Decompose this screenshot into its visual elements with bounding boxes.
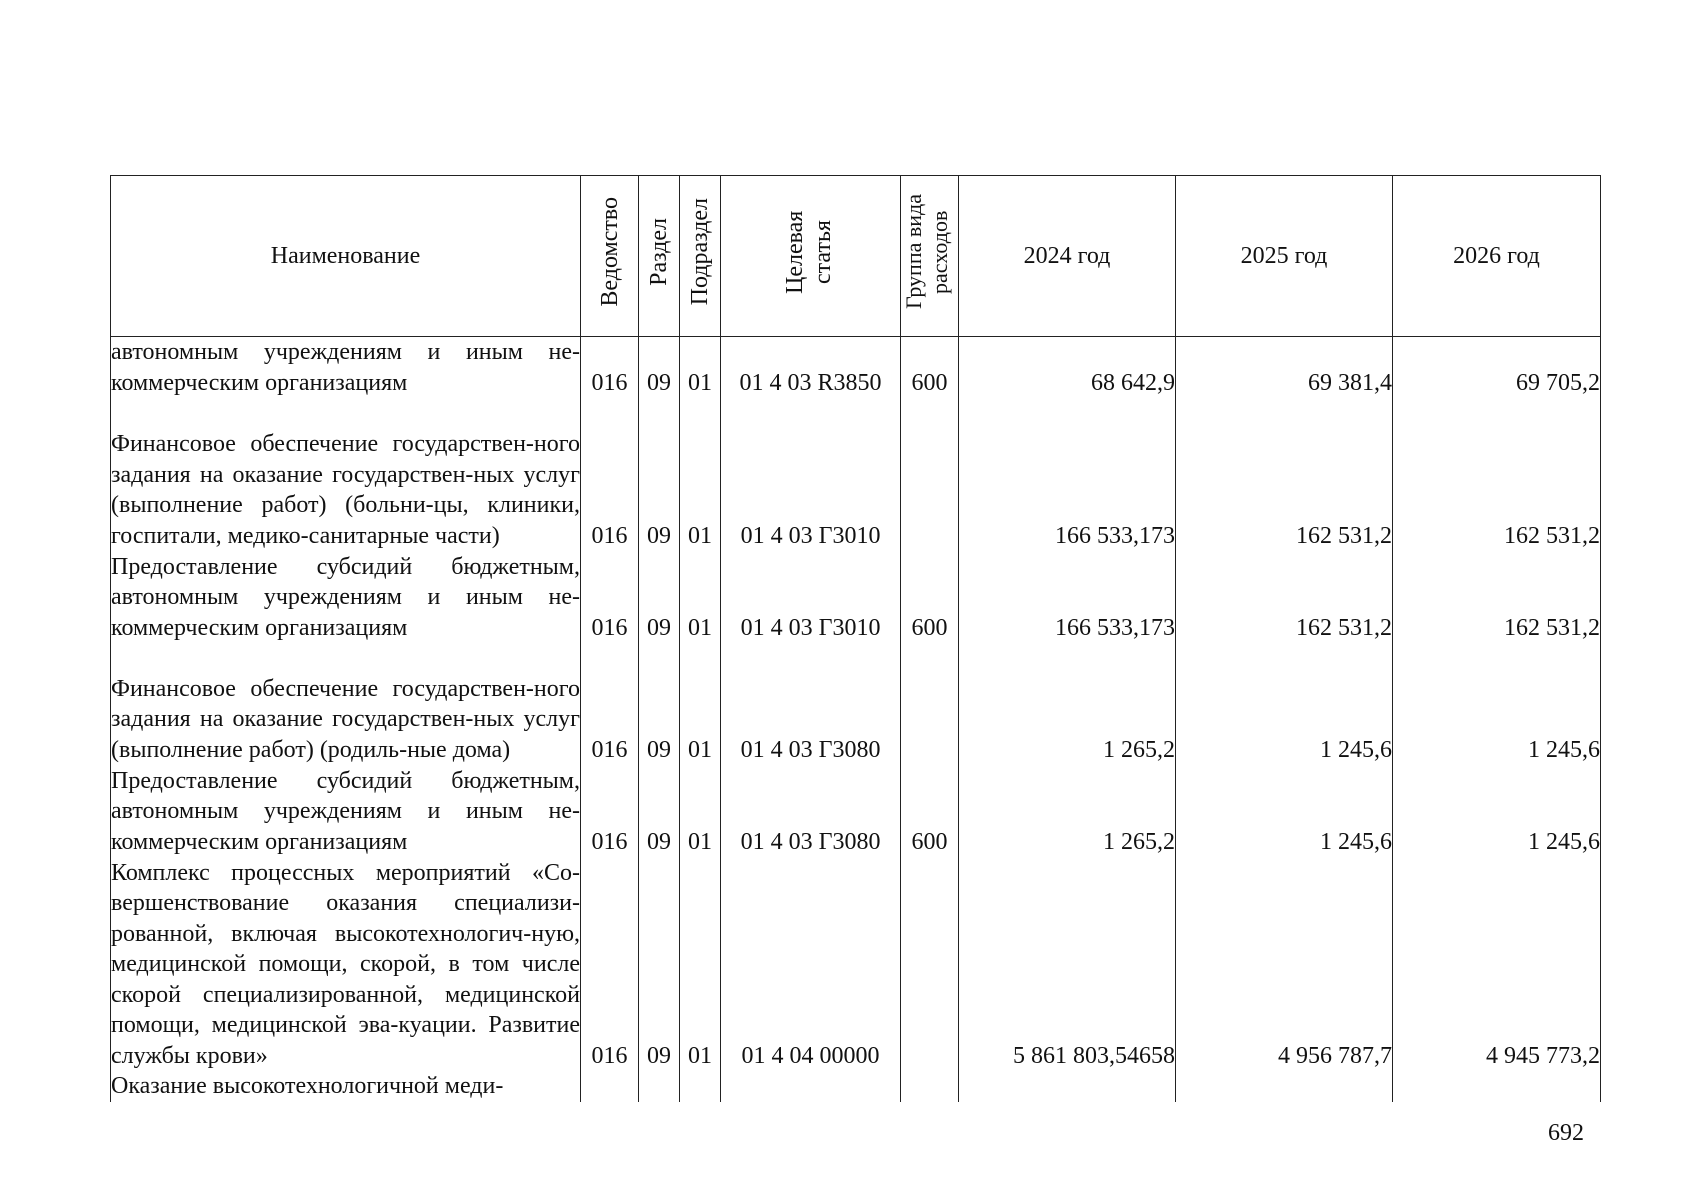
budget-table	[110, 175, 1601, 1102]
row-razdel: 09	[639, 643, 680, 765]
row-podrazdel: 01	[680, 337, 721, 399]
table-row	[111, 765, 1601, 857]
row-name: Финансовое обеспечение государствен-ного задания на оказание государствен-ных услуг (выполнение работ) (родиль-ные дома)	[111, 643, 581, 765]
row-podrazdel: 01	[680, 551, 721, 643]
row-podrazdel: 01	[680, 643, 721, 765]
header-name: Наименование	[111, 176, 581, 337]
row-2025: 1 245,6	[1176, 643, 1393, 765]
row-celevaya	[721, 1071, 901, 1102]
row-celevaya: 01 4 04 00000	[721, 857, 901, 1071]
row-name: Оказание высокотехнологичной меди-	[111, 1071, 581, 1102]
header-2026: 2026 год	[1393, 176, 1601, 337]
row-2026: 1 245,6	[1393, 643, 1601, 765]
row-2025	[1176, 1071, 1393, 1102]
header-vedomstvo: Ведомство	[581, 176, 639, 337]
row-celevaya: 01 4 03 Г3080	[721, 643, 901, 765]
header-row	[111, 176, 1601, 337]
row-2024: 1 265,2	[959, 765, 1176, 857]
row-2026: 69 705,2	[1393, 337, 1601, 399]
row-gruppa	[901, 1071, 959, 1102]
row-2026: 4 945 773,2	[1393, 857, 1601, 1071]
table-row	[111, 398, 1601, 551]
row-2024: 166 533,173	[959, 398, 1176, 551]
table-row	[111, 337, 1601, 399]
row-podrazdel: 01	[680, 765, 721, 857]
row-razdel: 09	[639, 337, 680, 399]
row-razdel: 09	[639, 398, 680, 551]
row-razdel: 09	[639, 857, 680, 1071]
row-vedomstvo: 016	[581, 765, 639, 857]
row-gruppa: 600	[901, 765, 959, 857]
row-name: Комплекс процессных мероприятий «Со-вершенствование оказания специализи-рованной, включая высокотехнологич-ную, медицинской помощи, скорой, в том числе скорой специализированной, медицинской помощи, медицинской эва-куации. Развитие службы крови»	[111, 857, 581, 1071]
row-gruppa	[901, 857, 959, 1071]
header-2024: 2024 год	[959, 176, 1176, 337]
row-celevaya: 01 4 03 Г3080	[721, 765, 901, 857]
row-name: Предоставление субсидий бюджетным, автономным учреждениям и иным не-коммерческим организациям	[111, 551, 581, 643]
row-podrazdel	[680, 1071, 721, 1102]
row-2025: 162 531,2	[1176, 398, 1393, 551]
row-2024: 5 861 803,54658	[959, 857, 1176, 1071]
row-2026: 162 531,2	[1393, 398, 1601, 551]
row-2024: 68 642,9	[959, 337, 1176, 399]
table-row	[111, 551, 1601, 643]
row-celevaya: 01 4 03 Г3010	[721, 398, 901, 551]
table-row	[111, 857, 1601, 1071]
row-2024: 166 533,173	[959, 551, 1176, 643]
table-row	[111, 1071, 1601, 1102]
header-celevaya: Целевая статья	[721, 176, 901, 337]
header-gruppa: Группа вида расходов	[901, 176, 959, 337]
row-celevaya: 01 4 03 R3850	[721, 337, 901, 399]
row-2024: 1 265,2	[959, 643, 1176, 765]
header-razdel: Раздел	[639, 176, 680, 337]
row-2024	[959, 1071, 1176, 1102]
row-2026: 1 245,6	[1393, 765, 1601, 857]
row-vedomstvo	[581, 1071, 639, 1102]
row-2026: 162 531,2	[1393, 551, 1601, 643]
row-2025: 69 381,4	[1176, 337, 1393, 399]
row-2025: 162 531,2	[1176, 551, 1393, 643]
row-name: Финансовое обеспечение государствен-ного задания на оказание государствен-ных услуг (выполнение работ) (больни-цы, клиники, госпитали, медико-санитарные части)	[111, 398, 581, 551]
header-2025: 2025 год	[1176, 176, 1393, 337]
row-podrazdel: 01	[680, 398, 721, 551]
row-2025: 4 956 787,7	[1176, 857, 1393, 1071]
table-row	[111, 643, 1601, 765]
row-vedomstvo: 016	[581, 643, 639, 765]
row-gruppa: 600	[901, 337, 959, 399]
row-celevaya: 01 4 03 Г3010	[721, 551, 901, 643]
row-razdel: 09	[639, 551, 680, 643]
row-razdel	[639, 1071, 680, 1102]
row-gruppa	[901, 643, 959, 765]
row-gruppa	[901, 398, 959, 551]
row-name: автономным учреждениям и иным не-коммерческим организациям	[111, 337, 581, 399]
header-podrazdel: Подраздел	[680, 176, 721, 337]
row-2026	[1393, 1071, 1601, 1102]
row-vedomstvo: 016	[581, 337, 639, 399]
row-vedomstvo: 016	[581, 551, 639, 643]
row-name: Предоставление субсидий бюджетным, автономным учреждениям и иным не-коммерческим организациям	[111, 765, 581, 857]
row-razdel: 09	[639, 765, 680, 857]
row-gruppa: 600	[901, 551, 959, 643]
row-podrazdel: 01	[680, 857, 721, 1071]
row-2025: 1 245,6	[1176, 765, 1393, 857]
row-vedomstvo: 016	[581, 398, 639, 551]
row-vedomstvo: 016	[581, 857, 639, 1071]
page-number: 692	[1548, 1120, 1584, 1146]
